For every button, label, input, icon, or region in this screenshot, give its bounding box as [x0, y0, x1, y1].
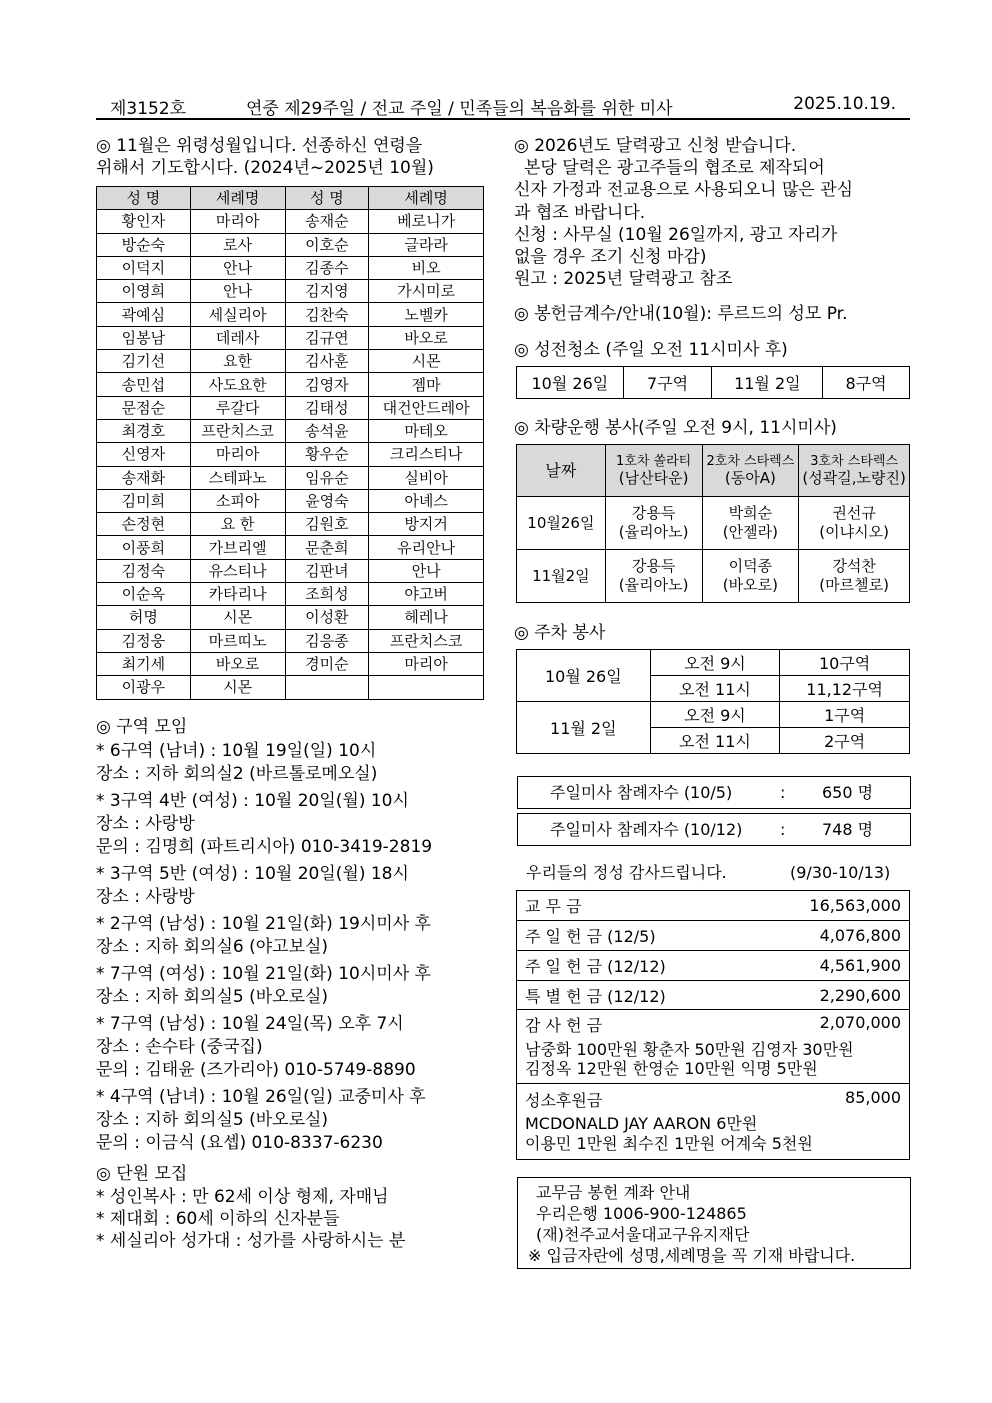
name-cell: 황우순: [285, 443, 369, 466]
driver-name: 강용득: [631, 557, 676, 575]
sponsor-amount: 85,000: [845, 1088, 901, 1107]
gratitude-donors-line: 남중화 100만원 황춘자 50만원 김영자 30만원: [525, 1040, 854, 1059]
district-title: ◎ 구역 모임: [96, 717, 188, 737]
name-cell: 송재화: [97, 466, 191, 489]
cleaning-date-2: 11월 2일: [712, 367, 823, 399]
recruit-item: * 성인복사 : 만 62세 이상 형제, 자매님: [96, 1187, 389, 1207]
vehicle-car3-header: [799, 445, 910, 497]
table-row: [97, 326, 484, 349]
donation-amount: 16,563,000: [756, 891, 910, 921]
sponsor-donors-line: 이용민 1만원 최수진 1만원 어계숙 5천원: [525, 1134, 813, 1153]
name-cell: 김미희: [97, 489, 191, 512]
district-meeting-item: * 4구역 (남녀) : 10월 26일(일) 교중미사 후: [96, 1087, 426, 1107]
name-cell: 허명: [97, 606, 191, 629]
baptismal-name-cell: 글라라: [369, 233, 484, 256]
account-box: [517, 1177, 911, 1269]
vehicle-title: ◎ 차량운행 봉사(주일 오전 9시, 11시미사): [514, 418, 837, 438]
baptismal-name-cell: 시몬: [190, 676, 285, 699]
memorial-notice-line2: 위해서 기도합시다. (2024년~2025년 10월): [96, 158, 434, 178]
thanks-title: 우리들의 정성 감사드립니다.: [526, 863, 727, 882]
table-header-row: [97, 187, 484, 210]
donation-amount: 4,561,900: [756, 951, 910, 981]
calendar-ad-line: 신자 가정과 전교용으로 사용되오니 많은 관심: [514, 180, 854, 201]
donation-amount: 4,076,800: [756, 921, 910, 951]
sponsor-donors-line: MCDONALD JAY AARON 6만원: [525, 1114, 758, 1133]
name-cell: 이풍희: [97, 536, 191, 559]
baptismal-name-cell: 세실리아: [190, 303, 285, 326]
baptismal-name-cell: 마테오: [369, 419, 484, 442]
name-cell: 성 명: [97, 187, 191, 210]
gratitude-cell: [517, 1010, 910, 1084]
name-cell: 방순숙: [97, 233, 191, 256]
driver-baptismal: (안젤라): [722, 523, 778, 541]
baptismal-name-cell: 세례명: [190, 187, 285, 210]
driver-baptismal: (이냐시오): [819, 523, 889, 541]
baptismal-name-cell: 야고버: [369, 583, 484, 606]
calendar-ad-line: 과 협조 바랍니다.: [514, 202, 646, 223]
recruit-item: * 제대회 : 60세 이하의 신자분들: [96, 1209, 340, 1229]
baptismal-name-cell: 카타리나: [190, 583, 285, 606]
table-row: [97, 280, 484, 303]
account-note: ※ 입금자란에 성명,세례명을 꼭 기재 바랍니다.: [528, 1246, 856, 1265]
thanks-period: (9/30-10/13): [790, 863, 891, 882]
car3-name: 3호차 스타렉스: [810, 454, 899, 469]
baptismal-name-cell: 아녜스: [369, 489, 484, 512]
name-cell: 임봉남: [97, 326, 191, 349]
baptismal-name-cell: 비오: [369, 256, 484, 279]
baptismal-name-cell: 대건안드레아: [369, 396, 484, 419]
name-cell: 김응종: [285, 629, 369, 652]
attendance-separator: :: [780, 783, 786, 802]
baptismal-name-cell: 프란치스코: [369, 629, 484, 652]
counting-notice: ◎ 봉헌금계수/안내(10월): 루르드의 성모 Pr.: [514, 304, 848, 324]
baptismal-name-cell: 소피아: [190, 489, 285, 512]
cleaning-title: ◎ 성전청소 (주일 오전 11시미사 후): [514, 340, 788, 360]
donation-amount: 2,070,000: [819, 1013, 901, 1032]
district-meeting-item: * 7구역 (남성) : 10월 24일(목) 오후 7시: [96, 1014, 404, 1034]
baptismal-name-cell: 가시미로: [369, 280, 484, 303]
name-cell: [285, 676, 369, 699]
name-cell: 이덕지: [97, 256, 191, 279]
cleaning-date-1: 10월 26일: [517, 367, 624, 399]
parking-date-1: 10월 26일: [517, 650, 651, 702]
district-meeting-detail: 장소 : 사랑방: [96, 814, 195, 834]
car2-route: (동아A): [724, 469, 776, 487]
baptismal-name-cell: 바오로: [190, 652, 285, 675]
name-cell: 이광우: [97, 676, 191, 699]
baptismal-name-cell: 방지거: [369, 513, 484, 536]
name-cell: 송석윤: [285, 419, 369, 442]
baptismal-name-cell: 안나: [369, 559, 484, 582]
baptismal-name-cell: 데레사: [190, 326, 285, 349]
table-row: [97, 396, 484, 419]
gratitude-donors-line: 김정옥 12만원 한영순 10만원 익명 5만원: [525, 1059, 818, 1078]
name-cell: 이영희: [97, 280, 191, 303]
name-cell: 김기선: [97, 350, 191, 373]
attendance-separator: :: [780, 820, 786, 839]
name-cell: 김규연: [285, 326, 369, 349]
attendance-value: 650 명: [822, 783, 874, 802]
baptismal-name-cell: 노벨카: [369, 303, 484, 326]
vehicle-row2-date: 11월2일: [517, 550, 606, 603]
table-row: [97, 466, 484, 489]
name-cell: 문점순: [97, 396, 191, 419]
district-meeting-detail: 장소 : 지하 회의실6 (야고보실): [96, 937, 329, 957]
table-row: [97, 419, 484, 442]
page-header: [96, 90, 910, 120]
parking-district: 2구역: [780, 728, 910, 754]
table-row: [97, 303, 484, 326]
table-row: [97, 606, 484, 629]
name-cell: 황인자: [97, 210, 191, 233]
issue-number: 제3152호: [110, 99, 187, 119]
calendar-ad-line: ◎ 2026년도 달력광고 신청 받습니다.: [514, 136, 797, 156]
table-row: [97, 536, 484, 559]
district-meeting-detail: 문의 : 이금식 (요셉) 010-8337-6230: [96, 1133, 383, 1153]
sponsor-cell: [517, 1084, 910, 1160]
sponsor-label: 성소후원금: [525, 1091, 603, 1110]
baptismal-name-cell: 시몬: [190, 606, 285, 629]
calendar-ad-line: 없을 경우 조기 신청 마감): [514, 247, 707, 267]
table-row: [97, 629, 484, 652]
table-row: [97, 489, 484, 512]
name-cell: 김사훈: [285, 350, 369, 373]
parking-time: 오전 11시: [650, 676, 780, 702]
calendar-ad-line: 신청 : 사무실 (10월 26일까지, 광고 자리가: [514, 224, 838, 245]
parking-district: 10구역: [780, 650, 910, 676]
name-cell: 최기세: [97, 652, 191, 675]
baptismal-name-cell: 세례명: [369, 187, 484, 210]
cleaning-district-1: 7구역: [623, 367, 712, 399]
donation-label: 특 별 헌 금 (12/12): [517, 981, 756, 1010]
name-cell: 신영자: [97, 443, 191, 466]
memorial-notice-line1: ◎ 11월은 위령성월입니다. 선종하신 연령을: [96, 136, 423, 156]
baptismal-name-cell: 젬마: [369, 373, 484, 396]
baptismal-name-cell: 크리스티나: [369, 443, 484, 466]
table-row: [97, 676, 484, 699]
name-cell: 김찬숙: [285, 303, 369, 326]
district-meeting-detail: 장소 : 지하 회의실2 (바르톨로메오실): [96, 764, 378, 784]
name-cell: 송재순: [285, 210, 369, 233]
cleaning-table: [516, 366, 910, 399]
name-cell: 김종수: [285, 256, 369, 279]
driver-baptismal: (율리아노): [618, 576, 689, 594]
car3-route: (성곽길,노량진): [802, 469, 906, 487]
baptismal-name-cell: 마리아: [190, 210, 285, 233]
table-row: [97, 256, 484, 279]
donation-label: 주 일 헌 금 (12/5): [517, 921, 756, 951]
name-cell: 이성환: [285, 606, 369, 629]
driver-baptismal: (마르첼로): [819, 576, 889, 594]
table-row: [97, 443, 484, 466]
attendance-box-1: [517, 776, 911, 809]
baptismal-name-cell: 가브리엘: [190, 536, 285, 559]
table-row: [97, 210, 484, 233]
name-cell: 임유순: [285, 466, 369, 489]
header-date: 2025.10.19.: [793, 94, 896, 114]
baptismal-name-cell: 베로니가: [369, 210, 484, 233]
parking-time: 오전 9시: [650, 650, 780, 676]
calendar-ad-line: 본당 달력은 광고주들의 협조로 제작되어: [524, 158, 825, 179]
car1-name: 1호차 쏠라티: [616, 454, 692, 469]
name-cell: 김판녀: [285, 559, 369, 582]
district-meeting-item: * 3구역 4반 (여성) : 10월 20일(월) 10시: [96, 791, 409, 811]
recruit-title: ◎ 단원 모집: [96, 1164, 188, 1184]
donation-label: 감 사 헌 금: [525, 1016, 603, 1035]
name-cell: 문춘희: [285, 536, 369, 559]
baptismal-name-cell: 스테파노: [190, 466, 285, 489]
baptismal-name-cell: 마리아: [190, 443, 285, 466]
attendance-value: 748 명: [822, 820, 874, 839]
calendar-ad-line: 원고 : 2025년 달력광고 참조: [514, 269, 733, 290]
table-row: [97, 559, 484, 582]
parking-district: 1구역: [780, 702, 910, 728]
driver-name: 강용득: [631, 504, 676, 522]
table-row: [97, 373, 484, 396]
district-meeting-detail: 장소 : 손수타 (중국집): [96, 1037, 263, 1057]
name-cell: 곽예심: [97, 303, 191, 326]
district-meeting-item: * 6구역 (남녀) : 10월 19일(일) 10시: [96, 741, 377, 761]
baptismal-name-cell: 사도요한: [190, 373, 285, 396]
baptismal-name-cell: 로사: [190, 233, 285, 256]
district-meeting-detail: 장소 : 사랑방: [96, 887, 195, 907]
baptismal-name-cell: 유스티나: [190, 559, 285, 582]
baptismal-name-cell: 헤레나: [369, 606, 484, 629]
baptismal-name-cell: 시몬: [369, 350, 484, 373]
vehicle-date-header: 날짜: [517, 445, 606, 497]
district-meeting-detail: 문의 : 김태윤 (즈가리아) 010-5749-8890: [96, 1060, 416, 1080]
memorial-table: [96, 186, 484, 700]
parking-time: 오전 9시: [650, 702, 780, 728]
car1-route: (남산타운): [618, 469, 689, 487]
driver-baptismal: (율리아노): [618, 523, 689, 541]
donation-amount: 2,290,600: [756, 981, 910, 1010]
district-meeting-detail: 장소 : 지하 회의실5 (바오로실): [96, 1110, 329, 1130]
baptismal-name-cell: 마르띠노: [190, 629, 285, 652]
table-row: [97, 233, 484, 256]
donation-label: 주 일 헌 금 (12/12): [517, 951, 756, 981]
account-holder: (재)천주교서울대교구유지재단: [536, 1225, 750, 1244]
donation-label: 교 무 금: [517, 891, 756, 921]
driver-name: 이덕종: [728, 557, 773, 575]
baptismal-name-cell: 프란치스코: [190, 419, 285, 442]
header-title: 연중 제29주일 / 전교 주일 / 민족들의 복음화를 위한 미사: [246, 99, 673, 119]
district-meeting-item: * 7구역 (여성) : 10월 21일(화) 10시미사 후: [96, 964, 431, 984]
name-cell: 김태성: [285, 396, 369, 419]
name-cell: 경미순: [285, 652, 369, 675]
table-row: [97, 652, 484, 675]
baptismal-name-cell: 실비아: [369, 466, 484, 489]
cleaning-district-2: 8구역: [823, 367, 910, 399]
recruit-item: * 세실리아 성가대 : 성가를 사랑하시는 분: [96, 1231, 406, 1251]
name-cell: 김지영: [285, 280, 369, 303]
baptismal-name-cell: 유리안나: [369, 536, 484, 559]
name-cell: 최경호: [97, 419, 191, 442]
baptismal-name-cell: 바오로: [369, 326, 484, 349]
account-number: 우리은행 1006-900-124865: [536, 1204, 747, 1223]
parking-time: 오전 11시: [650, 728, 780, 754]
account-title: 교무금 봉헌 계좌 안내: [536, 1183, 691, 1202]
driver-name: 강석찬: [832, 557, 876, 575]
baptismal-name-cell: 루갈다: [190, 396, 285, 419]
name-cell: 성 명: [285, 187, 369, 210]
name-cell: 이순옥: [97, 583, 191, 606]
district-meeting-detail: 문의 : 김명희 (파트리시아) 010-3419-2819: [96, 837, 433, 857]
vehicle-table: [516, 444, 910, 603]
name-cell: 김영자: [285, 373, 369, 396]
district-meeting-item: * 3구역 5반 (여성) : 10월 20일(월) 18시: [96, 864, 409, 884]
attendance-label: 주일미사 참례자수 (10/12): [550, 820, 743, 839]
vehicle-car1-header: [605, 445, 702, 497]
table-row: [97, 513, 484, 536]
baptismal-name-cell: [369, 676, 484, 699]
baptismal-name-cell: 안나: [190, 280, 285, 303]
name-cell: 손정현: [97, 513, 191, 536]
donation-table: [516, 890, 910, 1160]
driver-name: 권선규: [832, 504, 876, 522]
driver-name: 박희순: [728, 504, 773, 522]
district-meeting-detail: 장소 : 지하 회의실5 (바오로실): [96, 987, 329, 1007]
table-row: [97, 583, 484, 606]
baptismal-name-cell: 요한: [190, 350, 285, 373]
name-cell: 김원호: [285, 513, 369, 536]
name-cell: 이호순: [285, 233, 369, 256]
name-cell: 송민섭: [97, 373, 191, 396]
baptismal-name-cell: 안나: [190, 256, 285, 279]
name-cell: 김정웅: [97, 629, 191, 652]
vehicle-row1-date: 10월26일: [517, 497, 606, 550]
parking-district: 11,12구역: [780, 676, 910, 702]
vehicle-car2-header: [702, 445, 799, 497]
district-meeting-item: * 2구역 (남성) : 10월 21일(화) 19시미사 후: [96, 914, 431, 934]
name-cell: 조희성: [285, 583, 369, 606]
attendance-label: 주일미사 참례자수 (10/5): [550, 783, 733, 802]
parking-title: ◎ 주차 봉사: [514, 623, 606, 643]
name-cell: 김정숙: [97, 559, 191, 582]
car2-name: 2호차 스타렉스: [706, 454, 795, 469]
name-cell: 윤영숙: [285, 489, 369, 512]
driver-baptismal: (바오로): [722, 576, 778, 594]
parking-table: [516, 649, 910, 754]
attendance-box-2: [517, 813, 911, 846]
table-row: [97, 350, 484, 373]
baptismal-name-cell: 마리아: [369, 652, 484, 675]
baptismal-name-cell: 요 한: [190, 513, 285, 536]
parking-date-2: 11월 2일: [517, 702, 651, 754]
